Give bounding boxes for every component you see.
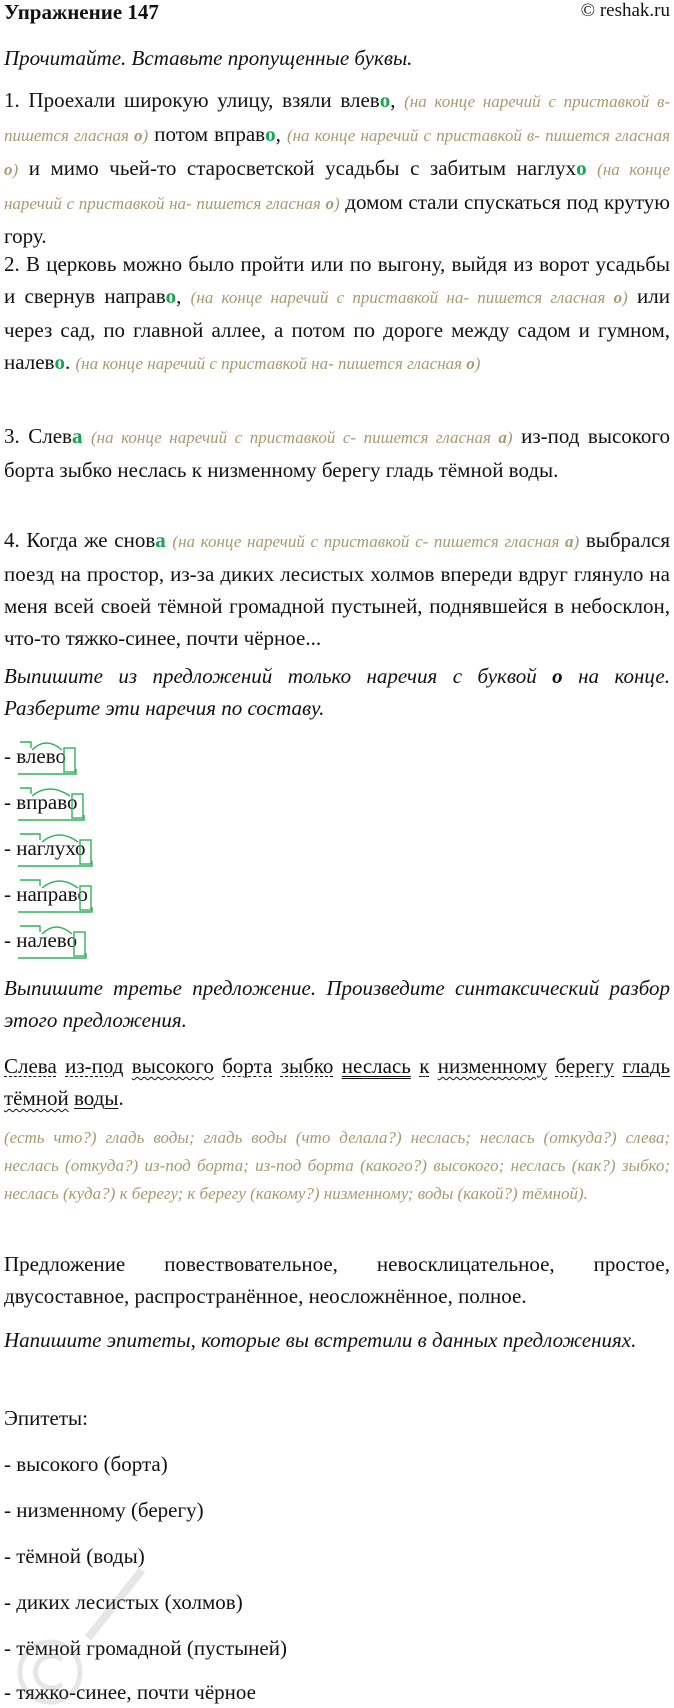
spelling-note: (на конце наречий с приставкой с- пишется гласная а) [90, 428, 513, 447]
paragraph-3 [4, 420, 670, 486]
morpheme-marks [4, 828, 124, 874]
adverb-analysis-napravo: - направо [4, 874, 670, 920]
exercise-title: Упражнение 147 [4, 0, 159, 24]
paragraph-2 [4, 248, 670, 380]
text-segment: домом стали спускаться под крутую гору. [4, 190, 670, 248]
task-instruction-3: Выпишите третье предложение. Произведите синтаксический разбор этого предложения. [4, 976, 670, 1032]
adverbial-word: из-под [65, 1054, 124, 1078]
morpheme-marks [4, 874, 124, 920]
inserted-letter: о [54, 350, 65, 374]
spelling-note: (на конце наречий с приставкой в- пишется гласная о) [4, 92, 671, 145]
text-segment: 3. Слев [4, 424, 72, 448]
epithets-label: Эпитеты: [4, 1406, 88, 1430]
text-segment: , [176, 284, 182, 308]
subject-word: воды [74, 1086, 119, 1110]
predicate-word: неслась [341, 1054, 411, 1078]
text-segment: , [390, 88, 396, 112]
epithet-item: - тёмной громадной (пустыней) [4, 1636, 287, 1660]
text-segment: из-под высокого борта зыбко неслась к низменному берегу гладь тёмной воды. [4, 424, 670, 482]
spelling-note: (на конце наречий с приставкой с- пишется гласная а) [172, 532, 580, 551]
morpheme-marks [4, 782, 124, 828]
text-segment: 4. Когда же снов [4, 528, 156, 552]
attribute-word: тёмной [4, 1086, 69, 1110]
adverb-word: вправо [16, 790, 78, 814]
inserted-letter: о [379, 88, 391, 112]
epithet-item: - диких лесистых (холмов) [4, 1590, 243, 1614]
epithet-item: - низменному (берегу) [4, 1498, 204, 1522]
paragraph-1 [4, 84, 670, 252]
text-segment: 2. В церковь можно было пройти или по выгону, выйдя из ворот усадьбы и свернув направ [4, 252, 670, 308]
inserted-letter: о [265, 122, 276, 146]
text-segment: потом вправ [148, 122, 266, 146]
morpheme-marks [4, 736, 124, 782]
adverbial-word: Слева [4, 1054, 57, 1078]
adverbial-word: берегу [555, 1054, 615, 1078]
adverb-analysis-vpravo: - вправо [4, 782, 670, 828]
text-segment: , [275, 122, 281, 146]
inserted-letter: о [165, 284, 177, 308]
text-segment: или через сад, по главной аллее, а потом по дороге между садом и гумном, налев [4, 284, 671, 374]
adverb-analysis-nalevo: - налево [4, 920, 670, 966]
text-segment: 1. Проехали широкую улицу, взяли влев [4, 88, 380, 112]
inserted-letter: а [71, 424, 83, 448]
spelling-note: (на конце наречий с приставкой на- пишется гласная о) [75, 354, 481, 373]
site-credit: © reshak.ru [580, 0, 670, 21]
text-segment: и мимо чьей-то старосветской усадьбы с забитым наглух [18, 156, 577, 180]
spelling-note: (на конце наречий с приставкой на- пишется гласная о) [4, 160, 670, 213]
adverb-analysis-vlevo: - влево [4, 736, 670, 782]
inserted-letter: о [576, 156, 587, 180]
morpheme-marks [4, 920, 124, 966]
adverb-word: влево [16, 744, 66, 768]
task-instruction-1: Прочитайте. Вставьте пропущенные буквы. [4, 46, 413, 70]
epithet-item: - высокого (борта) [4, 1452, 168, 1476]
inserted-letter: а [155, 528, 166, 552]
sentence-analysis: Предложение повествовательное, невосклицательное, простое, двусоставное, распространённое, неосложнённое, полное. [4, 1252, 670, 1308]
question-chain: (есть что?) гладь воды; гладь воды (что делала?) неслась; неслась (откуда?) слева; неслась (откуда?) из-под борта; из-под борта (какого?) высокого; неслась (как?) зыбко; неслась (куда?) к берегу; к берегу (какому?) низменному; воды (какой?) тёмной). [4, 1128, 670, 1203]
parsed-sentence: Слева из-под высокого борта зыбко неслась к низменному берегу гладь тёмной воды. [4, 1054, 671, 1110]
spelling-note: (на конце наречий с приставкой в- пишется гласная о) [4, 126, 670, 179]
adverb-word: направо [16, 882, 88, 906]
watermark-logo-icon [10, 1560, 150, 1706]
text-segment: . [64, 350, 71, 374]
text-segment: выбрался поезд на простор, из-за диких лесистых холмов впереди вдруг глянуло на меня всей своей тёмной громадной пустыней, поднявшейся в небосклон, что-то тяжко-синее, почти чёрное... [4, 528, 671, 650]
attribute-word: низменному [437, 1054, 548, 1078]
page-header [4, 0, 670, 26]
task-instruction-4: Напишите эпитеты, которые вы встретили в данных предложениях. [4, 1328, 637, 1352]
subject-word: гладь [622, 1054, 671, 1078]
attribute-word: высокого [131, 1054, 214, 1078]
task-instruction-2: Выпишите из предложений только наречия с буквой о на конце. Разберите эти наречия по составу. [4, 664, 670, 720]
adverb-analysis-nagluho: - наглухо [4, 828, 670, 874]
epithet-item: - тёмной (воды) [4, 1544, 145, 1568]
spelling-note: (на конце наречий с приставкой на- пишется гласная о) [190, 288, 628, 307]
paragraph-4 [4, 524, 670, 654]
adverb-word: налево [16, 928, 78, 952]
epithet-item: - тяжко-синее, почти чёрное [4, 1680, 256, 1704]
adverbial-word: к [419, 1054, 430, 1078]
adverbial-word: зыбко [280, 1054, 334, 1078]
adverbial-word: борта [222, 1054, 273, 1078]
adverb-word: наглухо [16, 836, 86, 860]
